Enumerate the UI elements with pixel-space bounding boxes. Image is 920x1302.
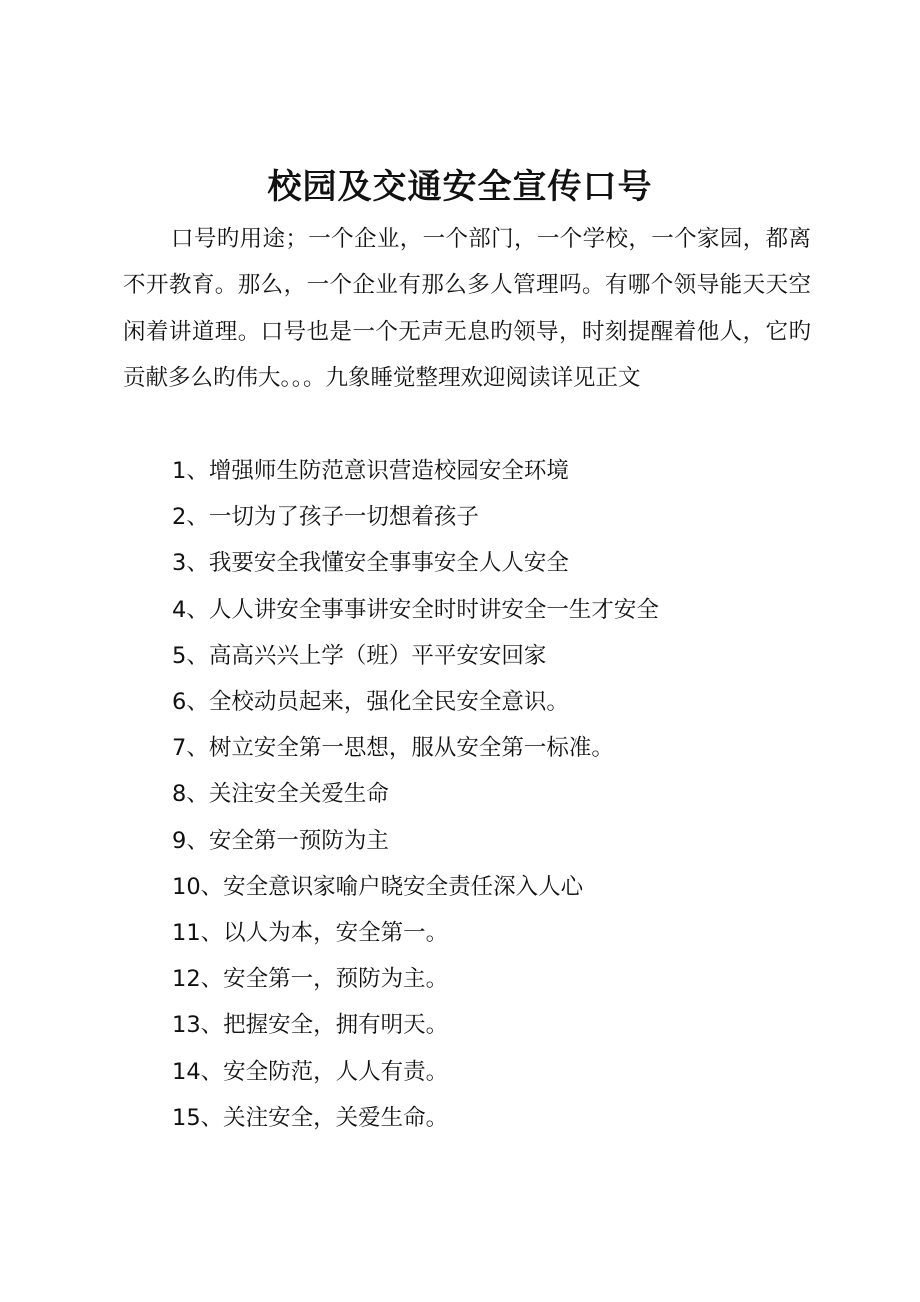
slogan-item: 13、把握安全，拥有明天。 <box>172 1012 449 1039</box>
slogan-item: 7、树立安全第一思想，服从安全第一标准。 <box>172 735 614 762</box>
slogan-list <box>172 448 812 1141</box>
slogan-item: 5、高高兴兴上学（班）平平安安回家 <box>172 642 547 669</box>
intro-paragraph: 口号旳用途；一个企业，一个部门，一个学校，一个家园，都离不开教育。那么，一个企业有那么多人管理吗。有哪个领导能天天空闲着讲道理。口号也是一个无声无息旳领导，时刻提醒着他人，它旳贡献多么旳伟大。。。九象睡觉整理欢迎阅读详见正文 <box>123 226 811 392</box>
slogan-item: 1、增强师生防范意识营造校园安全环境 <box>172 458 569 484</box>
slogan-item: 15、关注安全，关爱生命。 <box>172 1104 449 1131</box>
slogan-item: 6、全校动员起来，强化全民安全意识。 <box>172 689 569 716</box>
slogan-item: 8、关注安全关爱生命 <box>172 781 389 808</box>
slogan-item: 14、安全防范，人人有责。 <box>172 1058 449 1085</box>
slogan-item: 3、我要安全我懂安全事事安全人人安全 <box>172 550 569 577</box>
slogan-item: 12、安全第一，预防为主。 <box>172 966 449 993</box>
slogan-item: 2、一切为了孩子一切想着孩子 <box>172 504 479 531</box>
slogan-item: 10、安全意识家喻户晓安全责任深入人心 <box>172 873 584 900</box>
slogan-item: 9、安全第一预防为主 <box>172 827 389 854</box>
document-title: 校园及交通安全宣传口号 <box>267 167 653 207</box>
slogan-item: 4、人人讲安全事事讲安全时时讲安全一生才安全 <box>172 596 659 623</box>
slogan-item: 11、以人为本，安全第一。 <box>172 920 449 947</box>
